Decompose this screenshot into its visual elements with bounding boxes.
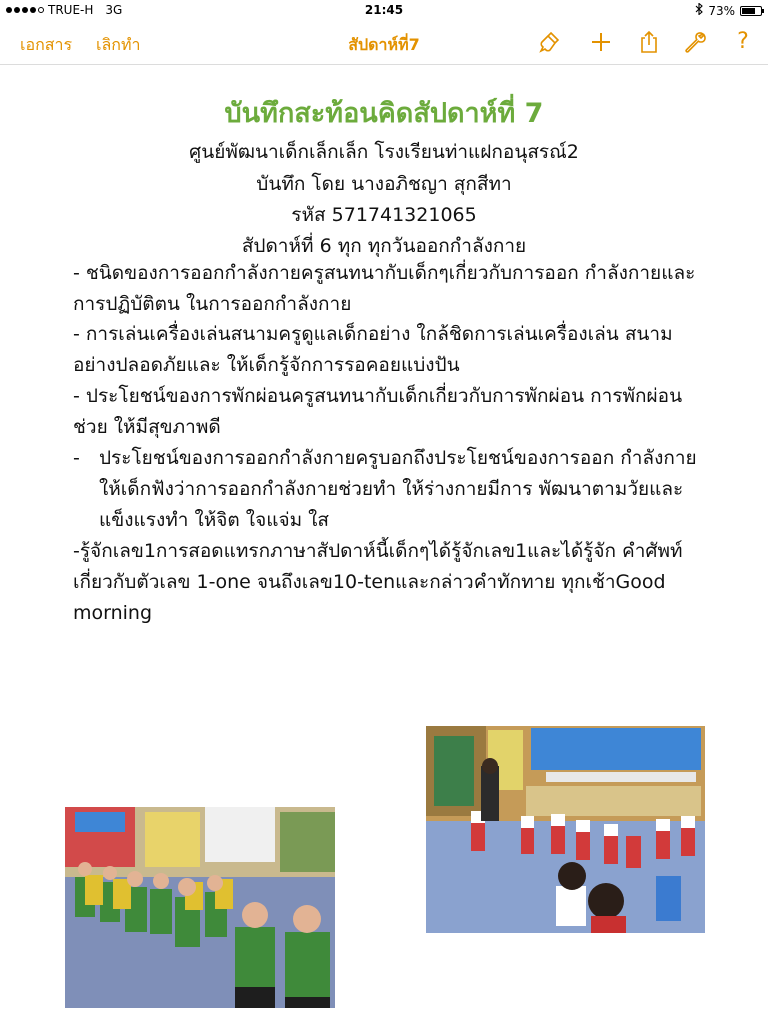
battery-percent: 73% (708, 3, 735, 18)
status-bar (0, 0, 768, 20)
document-title: สัปดาห์ที่7 (348, 35, 420, 54)
help-icon[interactable]: ? (737, 29, 749, 54)
paragraph-numbers: -รู้จักเลข1การสอดแทรกภาษาสัปดาห์นี้เด็กๆได้รู้จักเลข1และได้รู้จัก คำศัพท์เกี่ยวกับตัวเลข 1-one จนถึงเลข10-tenและกล่าวคำทักทาย ทุกเช้าGood morning (73, 540, 683, 624)
battery-icon (740, 6, 762, 16)
status-right (695, 3, 762, 18)
paragraph-playground: - การเล่นเครื่องเล่นสนามครูดูแลเด็กอย่าง ใกล้ชิดการเล่นเครื่องเล่น สนามอย่างปลอดภัยและ ให้เด็กรู้จักการรอคอยแบ่งปัน (73, 323, 673, 376)
toolbar (0, 20, 768, 65)
bullet-text: ประโยชน์ของการออกกำลังกายครูบอกถึงประโยชน์ของการออก กำลังกาย ให้เด็กฟังว่าการออกกำลังกายช่วยทำ ให้ร่างกายมีการ พัฒนาตามวัยและแข็งแรงทำ ให้จิต ใจแจ่ม ใส (99, 447, 697, 531)
doc-title: บันทึกสะท้อนคิดสัปดาห์ที่ 7 (224, 98, 544, 129)
undo-button[interactable]: เลิกทำ (96, 35, 141, 54)
carrier-name: TRUE-H (48, 3, 94, 17)
share-icon[interactable] (637, 30, 661, 54)
paintbrush-icon[interactable] (538, 30, 562, 54)
author-line: บันทึก โดย นางอภิชญา สุกสีทา (256, 173, 512, 195)
classroom-photo[interactable] (426, 726, 705, 933)
wrench-icon[interactable] (683, 30, 707, 54)
bluetooth-icon (695, 3, 703, 18)
bullet-exercise-benefits (73, 443, 713, 536)
documents-button[interactable]: เอกสาร (20, 35, 73, 54)
network-type: 3G (105, 3, 123, 17)
school-line: ศูนย์พัฒนาเด็กเล็กเล็ก โรงเรียนท่าแฝกอนุสรณ์2 (189, 141, 579, 163)
week-line: สัปดาห์ที่ 6 ทุก ทุกวันออกกำลังกาย (241, 235, 527, 257)
bullet-mark: - (73, 447, 80, 469)
paragraph-rest: - ประโยชน์ของการพักผ่อนครูสนทนากับเด็กเกี่ยวกับการพักผ่อน การพักผ่อนช่วย ให้มีสุขภาพดี (73, 385, 683, 438)
status-time: 21:45 (364, 3, 404, 17)
battery-fill (742, 8, 755, 14)
exercise-photo[interactable] (65, 807, 335, 1008)
plus-icon[interactable] (589, 30, 613, 54)
document-canvas[interactable] (0, 65, 768, 1024)
student-id-line: รหัส 571741321065 (291, 204, 477, 226)
paragraph-exercise-types: - ชนิดของการออกกำลังกายครูสนทนากับเด็กๆเกี่ยวกับการออก กำลังกายและ การปฏิบัติตน ในการออกกำลังกาย (73, 262, 696, 315)
